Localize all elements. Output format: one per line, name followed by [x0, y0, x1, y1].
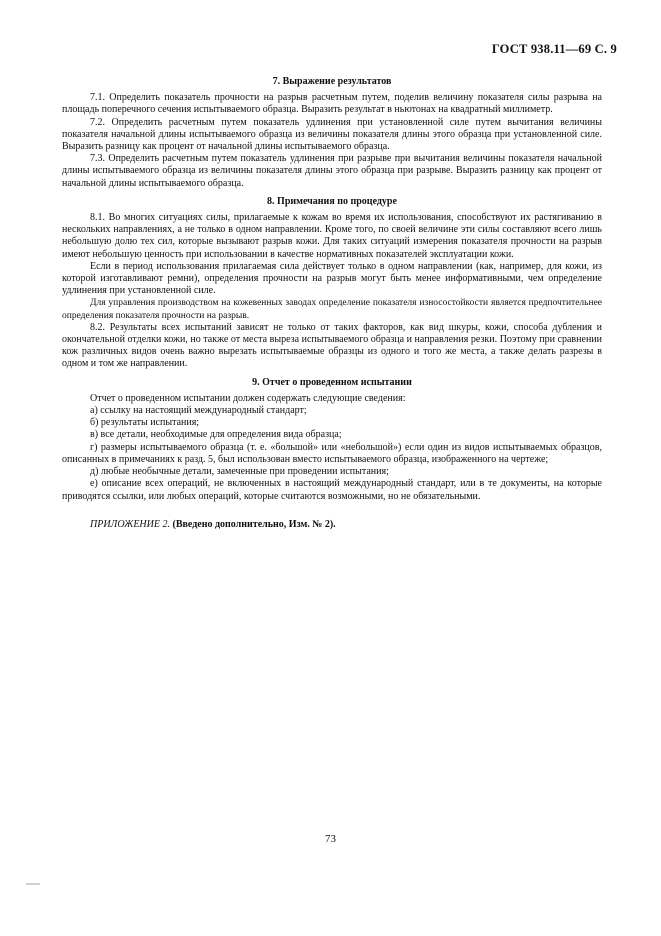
section-7-2-paragraph: 7.2. Определить расчетным путем показатель удлинения при установленной силе путем вычитания величины показателя начальной длины испытываемого образца из величины показателя длины этого образца при установленной силе. Выразить разницу как процент от начальной длины испытываемого образца.	[62, 116, 602, 153]
section-8-2-paragraph: 8.2. Результаты всех испытаний зависят не только от таких факторов, как вид шкуры, кожи, способа дубления и окончательной отделки кожи, но также от места выреза испытываемого образца и направления резки. Поэтому при сравнении кож различных видов очень важно вырезать испытываемые образцы из одного и того же места, а также делать разрезы в одном и том же направлении.	[62, 321, 602, 370]
document-body	[62, 76, 602, 531]
appendix-label: ПРИЛОЖЕНИЕ 2.	[90, 518, 170, 530]
report-item-d: г) размеры испытываемого образца (т. е. «большой» или «небольшой») если один из видов испытываемых образцов, описанных в примечаниях к разд. 5, был использован вместо испытываемого образца, изображенного на чертеже;	[62, 441, 602, 465]
report-item-b: б) результаты испытания;	[90, 417, 200, 429]
section-9-intro: Отчет о проведенном испытании должен содержать следующие сведения:	[90, 392, 406, 404]
section-7-1-paragraph: 7.1. Определить показатель прочности на разрыв расчетным путем, поделив величину показателя силы разрыва на площадь поперечного сечения испытываемого образца. Выразить результат в ньютонах на квадратный миллиметр.	[62, 92, 602, 116]
section-8-1-paragraph: 8.1. Во многих ситуациях силы, прилагаемые к кожам во время их использования, способствуют их растягиванию в нескольких направлениях, а не только в одном направлении. Кроме того, по своей величине эти силы составляют всего лишь небольшую долю тех сил, которые вызывают разрыв кожи. Для таких ситуаций измерения показателя прочности на разрыв имеют небольшую ценность при использовании в качестве нормативных показателей эксплуатации кожи.	[62, 212, 602, 260]
page-number: 73	[325, 833, 336, 845]
section-7-title: 7. Выражение результатов	[272, 76, 392, 87]
section-8-1-paragraph-3: Для управления производством на кожевенных заводах определение показателя износостойкости является предпочтительнее определения показателя прочности на разрыв.	[62, 298, 602, 321]
report-item-e: д) любые необычные детали, замеченные при проведении испытания;	[90, 466, 389, 478]
standard-code-header: ГОСТ 938.11—69 С. 9	[491, 42, 617, 56]
report-item-f: е) описание всех операций, не включенных в настоящий международный стандарт, или в те документы, на которые приводятся ссылки, или любых операций, которые считаются возможными, но не обязательными.	[62, 478, 602, 502]
scan-artifact	[26, 883, 40, 885]
appendix-note	[62, 519, 602, 531]
section-9-title: 9. Отчет о проведенном испытании	[252, 376, 412, 388]
report-item-a: а) ссылку на настоящий международный стандарт;	[90, 405, 307, 417]
section-8-1-paragraph-2: Если в период использования прилагаемая сила действует только в одном направлении (как, например, для кожи, из которой изготавливают ремни), определения прочности на разрыв могут быть менее информативными, чем определение удлинения при установленной силе.	[62, 260, 602, 297]
section-8-title: 8. Примечания по процедуре	[267, 195, 397, 207]
appendix-amendment: (Введено дополнительно, Изм. № 2).	[172, 518, 336, 530]
section-7-3-paragraph: 7.3. Определить расчетным путем показатель удлинения при разрыве при вычитания величины показателя начальной длины испытываемого образца из величины показателя длины этого образца при разрыве. Выразить разницу как процент от начальной длины испытываемого образца.	[62, 153, 602, 189]
report-item-c: в) все детали, необходимые для определения вида образца;	[90, 429, 342, 441]
